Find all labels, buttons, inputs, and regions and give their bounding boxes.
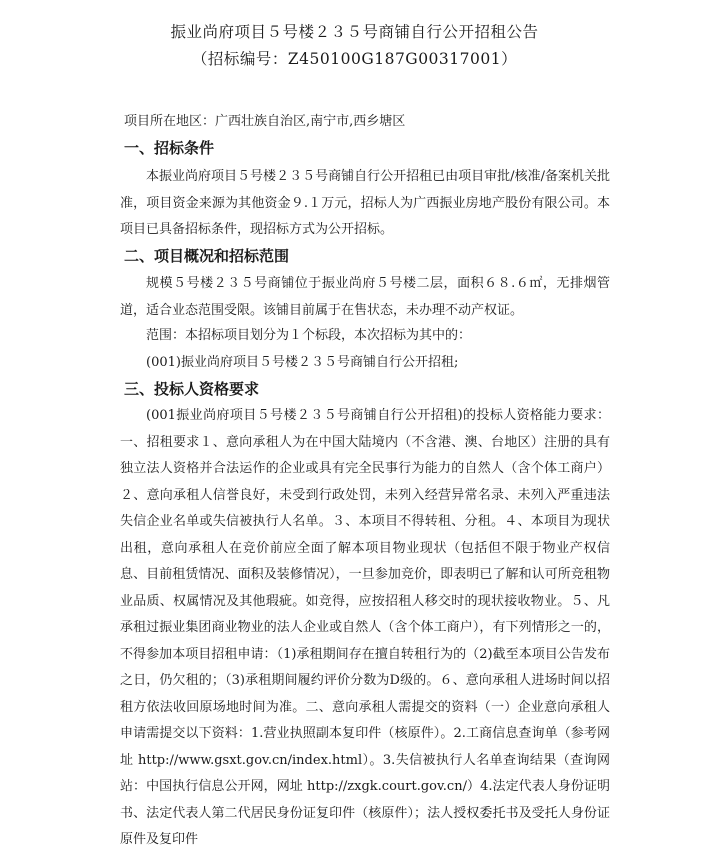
document-title: 振业尚府项目５号楼２３５号商铺自行公开招租公告 (170, 23, 539, 41)
paragraph-project-scale: 规模５号楼２３５号商铺位于振业尚府５号楼二层，面积６８.６㎡，无排烟管道，适合业态范围受限。该铺目前属于在售状态，未办理不动产权证。 (120, 276, 610, 318)
project-location: 项目所在地区：广西壮族自治区,南宁市,西乡塘区 (124, 114, 406, 129)
paragraph-bidding-conditions: 本振业尚府项目５号楼２３５号商铺自行公开招租已由项目审批/核准/备案机关批准，项目资金来源为其他资金９.１万元，招标人为广西振业房地产股份有限公司。本项目已具备招标条件，现招标方式为公开招标。 (120, 169, 610, 238)
paragraph-lot-item: (001)振业尚府项目５号楼２３５号商铺自行公开招租; (146, 355, 459, 370)
section-heading-project-overview: 二、项目概况和招标范围 (124, 247, 290, 265)
bid-number: （招标编号：Z450100G187G00317001） (191, 50, 518, 68)
paragraph-bidder-qualification: (001振业尚府项目５号楼２３５号商铺自行公开招租)的投标人资格能力要求：一、招租要求１、意向承租人为在中国大陆境内（不含港、澳、台地区）注册的具有独立法人资格并合法运作的企业或具有完全民事行为能力的自然人（含个体工商户）２、意向承租人信誉良好，未受到行政处罚，未列入经营异常名录、未列入严重违法失信企业名单或失信被执行人名单。３、本项目不得转租、分租。４、本项目为现状出租，意向承租人在竞价前应全面了解本项目物业现状（包括但不限于物业产权信息、目前租赁情况、面积及装修情况），一旦参加竞价，即表明已了解和认可所竞租物业品质、权属情况及其他瑕疵。如竞得，应按招租人移交时的现状接收物业。５、凡承租过振业集团商业物业的法人企业或自然人（含个体工商户），有下列情形之一的，不得参加本项目招租申请：（1)承租期间存在擅自转租行为的（2)截至本项目公告发布之日，仍欠租的；（3)承租期间履约评价分数为D级的。６、意向承租人进场时间以招租方依法收回原场地时间为准。二、意向承租人需提交的资料（一）企业意向承租人申请需提交以下资料：1.营业执照副本复印件（核原件）。2.工商信息查询单（参考网址 http://www.gsxt.gov.cn/index.html）。3.失信被执行人名单查询结果（查询网站：中国执行信息公开网，网址 http://zxgk.court.gov.cn/）4.法定代表人身份证明书、法定代表人第二代居民身份证复印件（核原件）；法人授权委托书及受托人身份证原件及复印件 (120, 408, 610, 847)
section-heading-bidding-conditions: 一、招标条件 (124, 139, 215, 157)
section-heading-bidder-qualification: 三、投标人资格要求 (124, 380, 260, 398)
paragraph-project-scope: 范围：本招标项目划分为１个标段，本次招标为其中的： (146, 328, 472, 343)
